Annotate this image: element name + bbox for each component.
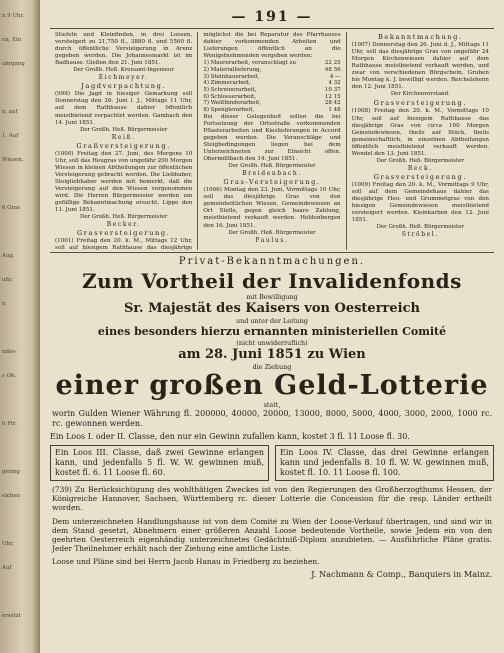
lottery-sales-text: Dem unterzeichneten Handlungshause ist von dem Comité zu Wien der Loose-Verkauf übertragen, und sind wir in dem Stand gesetzt, Abnehmern einer größeren Anzahl Loose bedeutende Vortheile, sowie Jedem ein von den geehrten Oesterreich eigenhändig unterzeichnetes Gedächtniß-Diplom anzubieten. — Ausführliche Pläne gratis. Jeder Theilnehmer erhält nach der Ziehung eine amtliche Liste.: [52, 516, 492, 554]
lottery-prizes: worin Gulden Wiener Währung fl. 200000, 40000, 20000, 13000, 8000, 5000, 4000, 3000, 2000, 1000 rc. rc. gewonnen werden.: [52, 409, 492, 428]
col3-heading2: Grasversteigerung.: [373, 99, 468, 108]
col2-sig2: Der Großh. Heß. Bürgermeister: [228, 229, 316, 236]
lottery-ticket-boxes: [50, 445, 494, 481]
lottery-concession-text: (739) Zu Berücksichtigung des wohlthätigen Zweckes ist von den Regierungen des Großherzogthums Hessen, der Königreiche Hannover, Sachsen, Württemberg rc. dieser Lotterie die Concession für die resp. Länder ertheilt worden.: [52, 485, 492, 513]
list-item: 1) Maurerarbeit, veranschlagt zu 22 25: [203, 60, 341, 67]
spine-text-fragment: n, auf: [2, 109, 18, 115]
spine-text-fragment: uhr,: [2, 277, 13, 283]
column-2: [197, 32, 345, 250]
page-number: — 191 —: [231, 9, 313, 25]
private-announcements-heading: Privat-Bekanntmachungen.: [178, 256, 366, 267]
spine-text-fragment: en, Ein: [2, 37, 22, 43]
spine-text-fragment: gering: [2, 469, 20, 475]
spine-text-fragment: ahrgang: [2, 61, 25, 67]
spine-text-fragment: ndes-: [2, 349, 17, 355]
book-spine-left-page: [0, 0, 40, 653]
lottery-ticket-class-3: Ein Loos III. Classe, daß zwei Gewinne erlangen kann, und jedenfalls 5 fl. W. W. gewinnen muß, kostet fl. 6. 11 Loose fl. 60.: [50, 445, 269, 481]
spine-text-fragment: Uhr,: [2, 541, 14, 547]
lottery-purchase-location: Loose und Pläne sind bei Herrn Jacob Hanau in Friedberg zu beziehen.: [52, 557, 320, 567]
list-item: 3) Steinhauerarbeit, 4 —: [203, 73, 341, 80]
col3-heading3: Grasversteigerung.: [373, 172, 468, 181]
announcement-columns: [50, 32, 494, 250]
column-1: [50, 32, 197, 250]
col2-works-list: [203, 60, 340, 114]
col1-name1: Eichmeyer.: [98, 74, 149, 82]
col1-heading3: Grasversteigerung.: [76, 229, 171, 238]
col3-sig1: Der Kirchenvorstand.: [390, 91, 450, 98]
spine-text-fragment: 1. Auf: [2, 133, 19, 139]
col2-text1: Bei dieser Gelegenheit sollen die bei Fortsetzung der Ortsstraße vorkommenden Pflasterarbeiten und Kieslieferungen in Accord gegeben werden. Die Voranschläge und Steigbedingungen liegen bei dem Unterzeichneten zur Einsicht offen. Obermöllbach den 14. Juni 1851.: [203, 113, 341, 163]
spine-text-fragment: n 9 Uhr,: [2, 13, 25, 19]
col2-heading1: Gras-Versteigerung.: [223, 178, 321, 187]
col3-sig3: Der Großh. Heß. Bürgermeister: [376, 224, 464, 231]
spine-text-fragment: 6 Ftr.: [2, 421, 17, 427]
list-item: 2) Materiallieferung, 48 56: [203, 66, 341, 73]
col3-sig2: Der Großh. Heß. Bürgermeister: [376, 157, 464, 164]
spine-text-fragment: 6 Gras: [2, 205, 21, 211]
lottery-the-draw: die Ziehung: [252, 363, 292, 371]
column-3: [346, 32, 494, 250]
col2-text2: (1006) Montag den 23. Juni, Vormittags 10 Uhr, soll das diesjährige Gras von den gemeinheitlichen Wiesen, Gemeindewiesen an Ort Stelle, gegen gleich baare Zahlung, meistbietend verkauft werden. Heldenbergen den 16. Juni 1851.: [203, 187, 341, 229]
lottery-ticket-class-1-2: Ein Loos I. oder II. Classe, den nur ein Gewinn zufallen kann, kostet 3 fl. 11 Loose fl. 30.: [50, 432, 410, 441]
list-item: 7) Weißbinderarbeit, 28 42: [203, 100, 341, 107]
col3-text1: (1007) Donnerstag den 26. Juni d. J., Mittags 11 Uhr, soll das diesjährige Gras von ungefähr 24 Morgen Kirchenwiesen dahier auf dem Rathhause meistbietend verkauft werden, und zwar von verschiedenen Bürgschein, Gruben bis Montag k. J. bewilligt werden. Reichelsheim den 12. Juni 1851.: [351, 42, 489, 91]
spine-text-fragment: eichen: [2, 493, 21, 499]
col1-sig2: Der Großh. Heß. Bürgermeister: [80, 126, 168, 133]
col1-text-top: Stiefeln und Kleinfinden, in drei Loosen, versteigert zu 21,750 fl., 3880 fl. und 5560 fl. durch öffentliche Versteigerung in Arenz gegeben werden. Die Johannesmarkt ist im Badhause. Gießen den 21. Juni 1851.: [55, 32, 193, 67]
newspaper-page: [40, 0, 504, 653]
lottery-draw-date: am 28. Juni 1851 zu Wien: [178, 347, 366, 362]
lottery-signature: J. Nachmann & Comp., Banquiers in Mainz.: [311, 568, 492, 579]
col2-name1: Breidenbach.: [242, 170, 302, 178]
col1-name3: Becker.: [106, 221, 141, 229]
col3-text2: (1008) Freitag den 20. k. M., Vormittags 10 Uhr, soll auf hiesigem Rathhause das diesjährige Gras von circa 100 Morgen Gemeindewiesen, theils auf Stück, theils gemeinschaftlich, in einzelnen Abtheilungen öffentlich meistbietend verkauft werden. Wendel den 13. Juni 1851.: [351, 108, 489, 157]
col1-text3: (1001) Freitag den 20. k. M., Mittags 12 Uhr, soll auf hiesigem Rathhause das diesjährige: [55, 238, 193, 250]
col1-text1: (999) Die Jagd in hiesiger Gemarkung soll Donnerstag den 26. Juni l. J., Mittags 11 Uhr, auf dem Rathhause dahier öffentlich meistbietend verpachtet werden. Gambach den 14. Juni 1851.: [55, 91, 193, 126]
col1-sig3: Der Großh. Heß. Bürgermeister: [80, 214, 168, 221]
col3-text3: (1009) Freitag den 20. k. M., Vormittags 9 Uhr, soll auf dem Gemeindehaus dahier das diesjährige Heu- und Grummetgras von den hiesigen Gemeindewiesen meistbietend versteigert werden. Kleinkarben den 12. Juni 1851.: [351, 181, 489, 224]
spine-text-fragment: Aug.: [2, 253, 15, 259]
lottery-under-direction: und unter der Leitung: [236, 317, 308, 325]
list-item: 4) Zimmerarbeit, 4 32: [203, 80, 341, 87]
spine-text-fragment: Auf: [2, 565, 12, 571]
col1-heading1: Jagdverpachtung.: [81, 82, 167, 91]
lottery-title-money-lottery: einer großen Geld-Lotterie: [55, 370, 489, 401]
list-item: 6) Schlosserarbeit, 12 15: [203, 93, 341, 100]
list-item: 5) Schreinerarbeit, 10 37: [203, 87, 341, 93]
lottery-ticket-class-4: Ein Loos IV. Classe, das drei Gewinne erlangen kann und jedenfalls 8. 10 fl. W. W. gewinnen muß, kostet fl. 10. 11 Loose fl. 100.: [275, 445, 494, 481]
lottery-irrevocable: (nicht unwiderruflich): [236, 339, 308, 347]
col1-text2: (1000) Freitag den 27. Juni, des Morgens 10 Uhr, soll das Heugras von ungefähr 200 Morgen Wiesen in kleinen Abtheilungen zur öffentlichen Versteigerung gebracht werden. Die Liebhaber, Steigliebhaber werden mit bemerkt, daß die Versteigerung auf den Wiesen vorgenommen wird. Die Herren Bürgermeister werden um gefällige Bekanntmachung ersucht. Lippe den 11. Juni 1851.: [55, 150, 193, 214]
col2-sig1: Der Großh. Heß. Bürgermeister: [228, 163, 316, 170]
spine-text-fragment: ersetzt: [2, 613, 21, 619]
header-rule: [50, 28, 494, 29]
lottery-advertisement: [50, 252, 494, 579]
lottery-title-committee: eines besonders hierzu ernannten ministeriellen Comité: [97, 325, 447, 338]
col3-heading1: Bekanntmachung.: [377, 33, 463, 41]
col3-name3: Ströbel.: [401, 231, 439, 239]
col1-sig1: Der Großh. Heß. Kreisamt-Ingenieur: [73, 67, 174, 74]
lottery-title-invalid-funds: Zum Vortheil der Invalidenfonds: [82, 269, 462, 293]
list-item: 8) Spenglerarbeit, 1 48: [203, 107, 341, 114]
col1-heading2: Graßversteigerung.: [76, 141, 171, 150]
col1-name2: Reiß.: [111, 133, 136, 141]
col3-name2: Beck.: [407, 164, 433, 172]
spine-text-fragment: n: [2, 301, 6, 307]
lottery-title-emperor: Sr. Majestät des Kaisers von Oesterreich: [124, 301, 420, 316]
lottery-takes-place: statt,: [263, 401, 281, 409]
lottery-with-permission: mit Bewilligung: [246, 293, 298, 301]
spine-text-fragment: Wiesen,: [2, 157, 24, 163]
col2-text-top: möglichst die bei Reparatur des Pfarrhauses dahier vorkommenden Arbeiten und Lieferungen öffentlich an die Wenigstnehmenden vergeben werden:: [203, 32, 341, 60]
col2-name2: Paulus.: [255, 236, 289, 244]
spine-text-fragment: s Ob.: [2, 373, 17, 379]
